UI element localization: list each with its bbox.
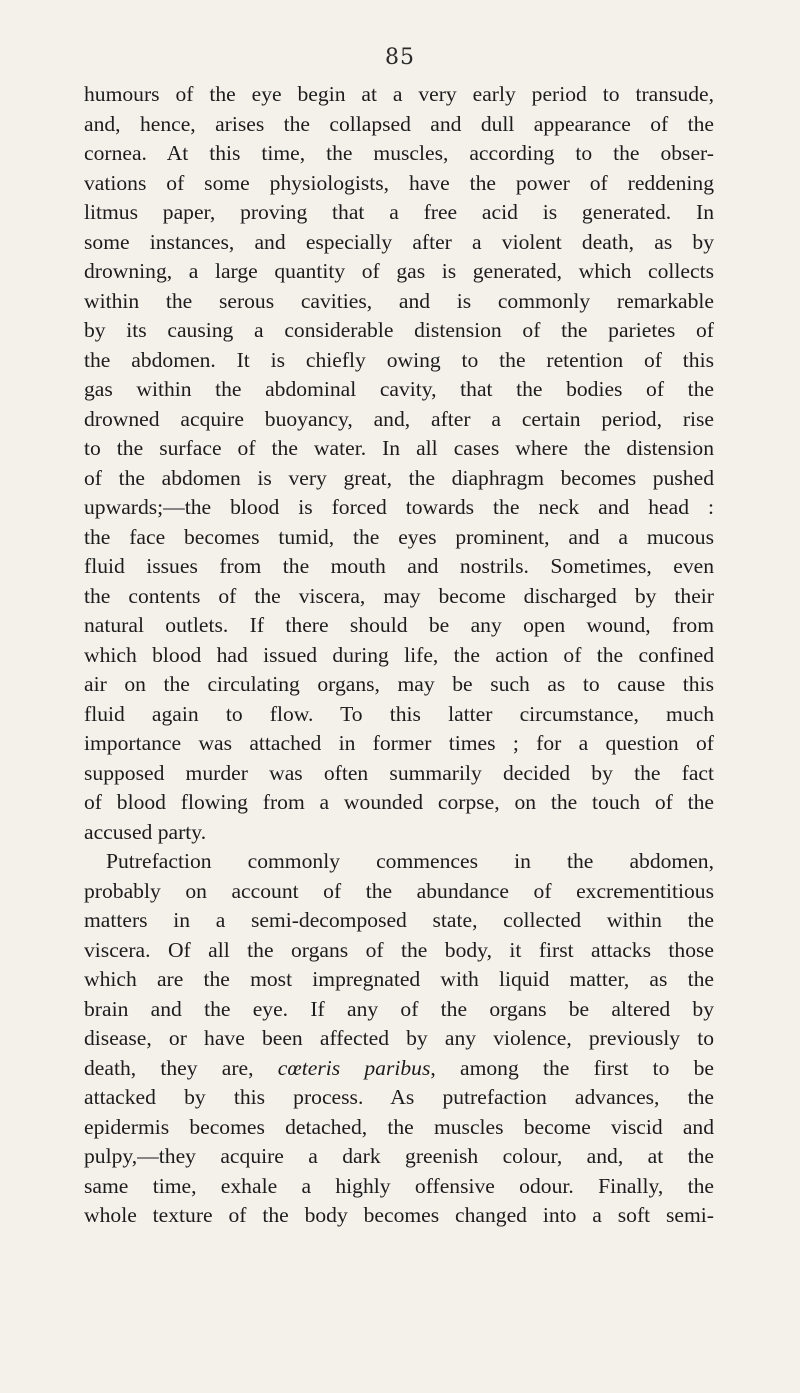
text-line: of blood flowing from a wounded corpse, on the touch of the bbox=[84, 790, 714, 814]
text-line: drowned acquire buoyancy, and, after a certain period, rise bbox=[84, 406, 714, 431]
text-line: same time, exhale a highly offensive odour. Finally, the bbox=[84, 1173, 714, 1198]
text-line: probably on account of the abundance of excrementitious bbox=[84, 878, 714, 903]
text-line: natural outlets. If there should be any open wound, from bbox=[84, 613, 714, 637]
text-line: to the surface of the water. In all cases where the distension bbox=[84, 436, 714, 460]
text-segment: , among the first to be bbox=[430, 1055, 714, 1080]
text-line: some instances, and especially after a violent death, as by bbox=[84, 229, 714, 254]
text-line: importance was attached in former times ; for a question of bbox=[84, 731, 714, 755]
text-line: Putrefaction commonly commences in the abdomen, bbox=[106, 849, 714, 873]
text-line: disease, or have been affected by any violence, previously to bbox=[84, 1026, 714, 1050]
text-line: and, hence, arises the collapsed and dull appearance of the bbox=[84, 111, 714, 136]
text-line: the abdomen. It is chiefly owing to the retention of this bbox=[84, 347, 714, 372]
text-line: matters in a semi-decomposed state, collected within the bbox=[84, 908, 714, 932]
text-line: attacked by this process. As putrefaction advances, the bbox=[84, 1085, 714, 1109]
text-line: the contents of the viscera, may become discharged by their bbox=[84, 583, 714, 608]
text-line: pulpy,—they acquire a dark greenish colour, and, at the bbox=[84, 1144, 714, 1168]
text-line: the face becomes tumid, the eyes prominent, and a mucous bbox=[84, 524, 714, 549]
text-line: vations of some physiologists, have the power of reddening bbox=[84, 170, 714, 195]
text-line: whole texture of the body becomes changed into a soft semi- bbox=[84, 1203, 714, 1227]
body-text bbox=[84, 80, 714, 1231]
text-line: litmus paper, proving that a free acid is generated. In bbox=[84, 200, 714, 224]
text-line: by its causing a considerable distension of the parietes of bbox=[84, 318, 714, 342]
text-line: humours of the eye begin at a very early period to transude, bbox=[84, 82, 714, 106]
latin-phrase: cœteris paribus bbox=[277, 1055, 431, 1080]
text-line: fluid issues from the mouth and nostrils. Sometimes, even bbox=[84, 554, 714, 578]
text-line: viscera. Of all the organs of the body, it first attacks those bbox=[84, 937, 714, 962]
page-number: 85 bbox=[385, 45, 415, 70]
text-line: supposed murder was often summarily decided by the fact bbox=[84, 760, 714, 785]
text-line: air on the circulating organs, may be such as to cause this bbox=[84, 672, 714, 696]
text-line: of the abdomen is very great, the diaphragm becomes pushed bbox=[84, 465, 714, 490]
text-line: cornea. At this time, the muscles, according to the obser- bbox=[84, 141, 714, 165]
text-line: brain and the eye. If any of the organs be altered by bbox=[84, 996, 714, 1021]
text-line: fluid again to flow. To this latter circumstance, much bbox=[84, 701, 714, 726]
text-line: upwards;—the blood is forced towards the neck and head : bbox=[84, 495, 714, 519]
text-line: epidermis becomes detached, the muscles become viscid and bbox=[84, 1114, 714, 1139]
text-line: drowning, a large quantity of gas is generated, which collects bbox=[84, 259, 714, 283]
text-line: which are the most impregnated with liquid matter, as the bbox=[84, 967, 714, 991]
text-line: gas within the abdominal cavity, that the bodies of the bbox=[84, 377, 714, 401]
text-line: which blood had issued during life, the action of the confined bbox=[84, 642, 714, 667]
text-line bbox=[84, 1054, 714, 1084]
text-segment: death, they are, bbox=[84, 1055, 278, 1080]
text-line: accused party. bbox=[84, 819, 207, 844]
text-line: within the serous cavities, and is commonly remarkable bbox=[84, 288, 714, 313]
